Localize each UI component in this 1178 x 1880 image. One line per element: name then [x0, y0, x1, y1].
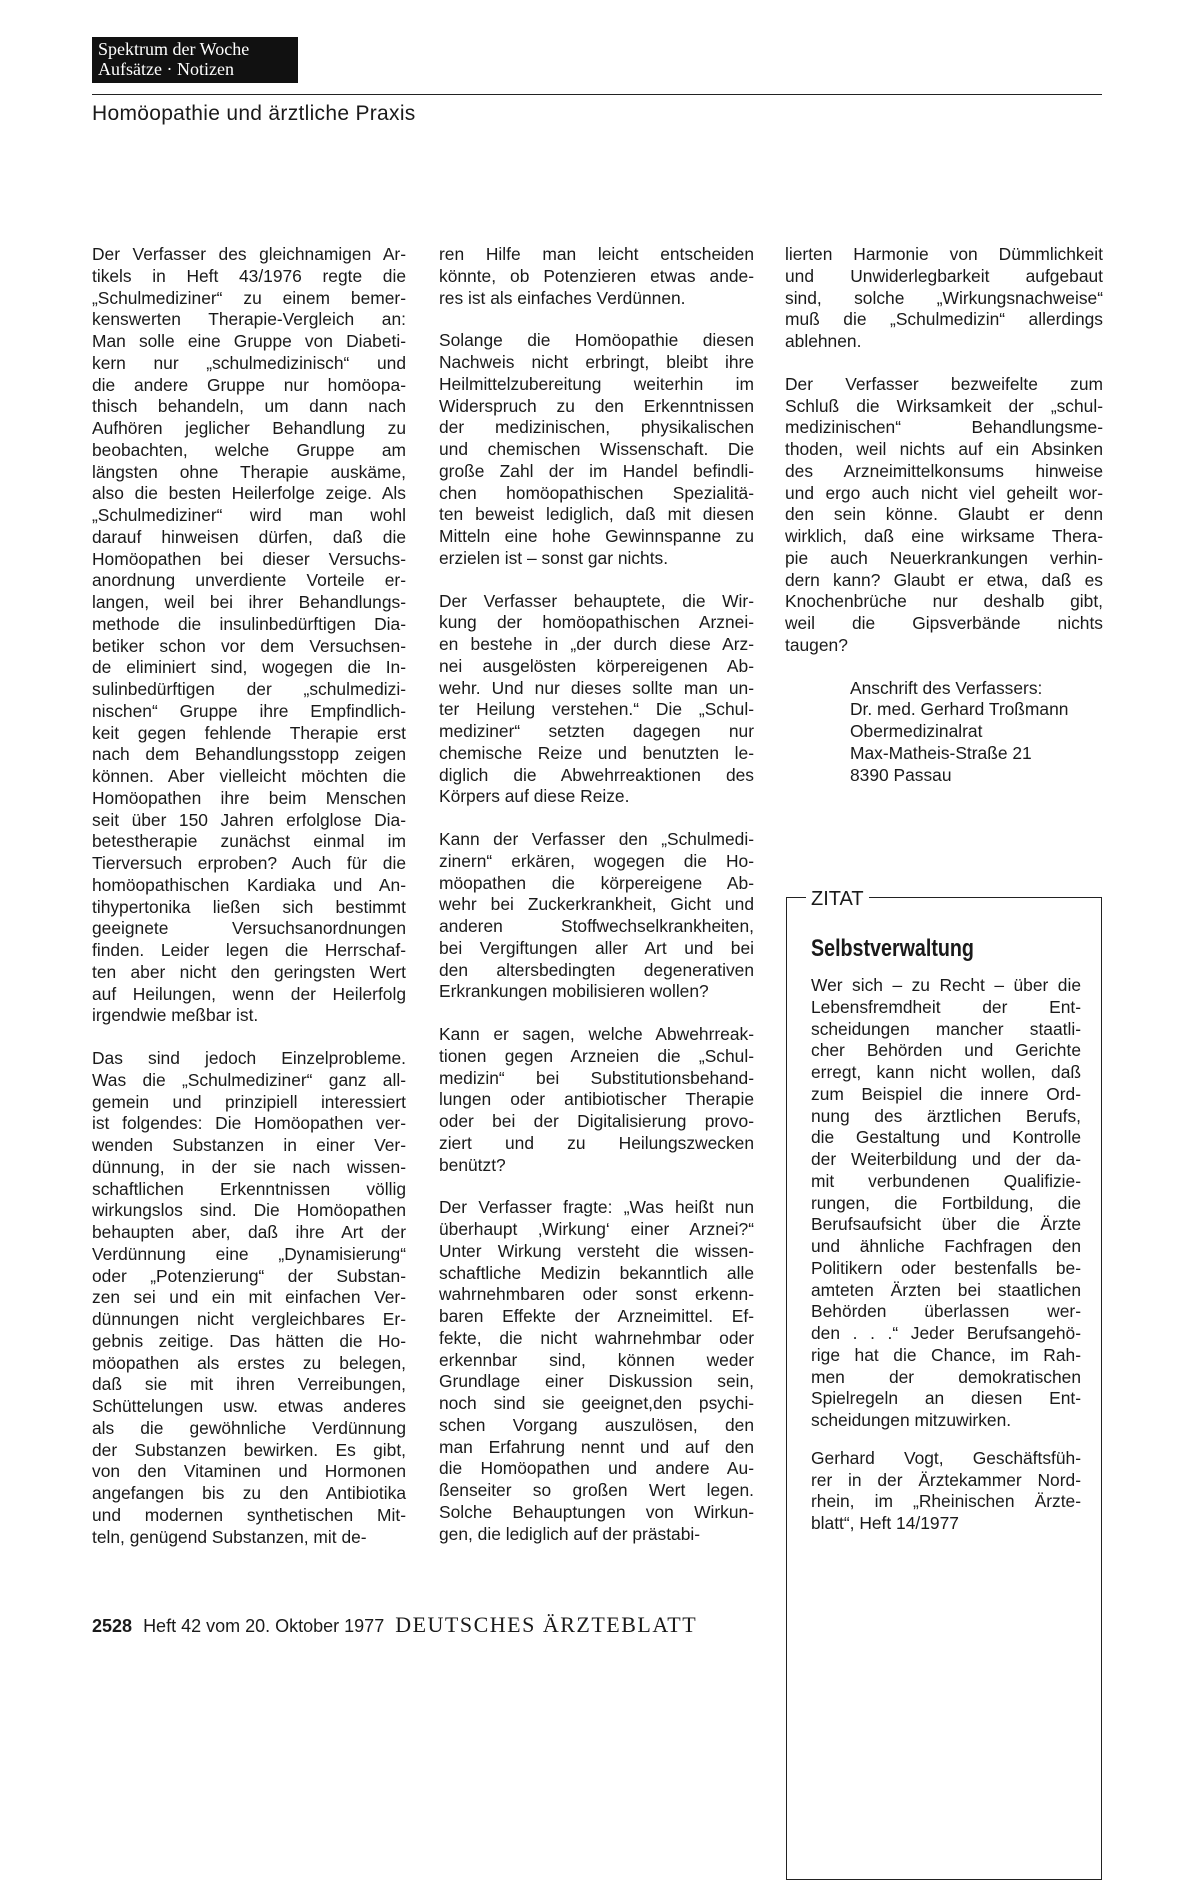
text-line: die Homöopathen und andere Au- — [439, 1458, 754, 1479]
quote-tag: ZITAT — [806, 888, 869, 910]
text-line: dünnungen nicht vergleichbares Er- — [92, 1309, 406, 1329]
text-line: homöopathischen Kardiaka und An- — [92, 874, 406, 895]
text-line: möopathen als erstes zu belegen, — [92, 1352, 406, 1373]
text-line: der Substanzen bewirken. Es gibt, — [92, 1439, 406, 1460]
text-line: nach dem Behandlungsstopp zeigen — [92, 744, 406, 765]
text-line: gebnis zeitige. Das hätten die Ho- — [92, 1330, 406, 1351]
text-line: teln, genügend Substanzen, mit de- — [92, 1526, 367, 1547]
text-line: überhaupt ‚Wirkung‘ einer Arznei?“ — [439, 1219, 754, 1239]
text-line: Der Verfasser behauptete, die Wir- — [439, 590, 754, 611]
text-line: nung des ärztlichen Berufs, — [811, 1105, 1081, 1126]
text-line: darauf hinweisen dürfen, daß die — [92, 526, 406, 547]
issue-info: Heft 42 vom 20. Oktober 1977 — [143, 1616, 385, 1636]
text-line: res ist als einfaches Verdünnen. — [439, 287, 686, 308]
text-line: die andere Gruppe nur homöopa- — [92, 374, 406, 395]
article-paragraph — [811, 975, 1081, 1432]
text-line: Grundlage einer Diskussion sein, — [439, 1371, 754, 1392]
text-line: pie auch Neuerkrankungen verhin- — [785, 547, 1103, 568]
text-line: seit über 150 Jahren erfolglose Dia- — [92, 809, 406, 830]
text-line: als die gewöhnliche Verdünnung — [92, 1417, 406, 1438]
text-line: thisch behandeln, um dann nach — [92, 396, 406, 417]
text-line: finden. Leider legen die Herrschaf- — [92, 940, 406, 960]
text-line: des Arzneimittelkonsums hinweise — [785, 460, 1103, 481]
text-line: und ergo auch nicht viel geheilt wor- — [785, 482, 1103, 503]
text-line: cher Behörden und Gerichte — [811, 1040, 1081, 1061]
text-line: ablehnen. — [785, 331, 862, 351]
article-paragraph — [439, 829, 754, 1003]
text-line: schaftliche Medizin bekanntlich alle — [439, 1262, 754, 1283]
text-line: men der demokratischen — [811, 1366, 1081, 1387]
text-line: Schluß die Wirksamkeit der „schul- — [785, 395, 1103, 416]
text-line: wahrnehmbaren oder sonst erkenn- — [439, 1284, 754, 1305]
page-footer — [92, 1612, 697, 1638]
text-line: rungen, die Fortbildung, die — [811, 1192, 1081, 1213]
text-line: den sein könne. Glaubt er denn — [785, 504, 1103, 525]
text-line: rer in der Ärztekammer Nord- — [811, 1469, 1081, 1490]
text-line: man Erfahrung nennt und auf den — [439, 1436, 754, 1457]
text-line: der medizinischen, physikalischen — [439, 417, 754, 438]
text-line: anderen Stoffwechselkrankheiten, — [439, 916, 754, 936]
text-line: und Unwiderlegbarkeit aufgebaut — [785, 265, 1103, 286]
author-address — [850, 678, 1103, 787]
text-line: den altersbedingten degenerativen — [439, 959, 754, 980]
text-line: wirklich, daß eine wirksame Thera- — [785, 526, 1103, 546]
address-line: Dr. med. Gerhard Troßmann — [850, 699, 1069, 720]
text-line: scheidungen mitzuwirken. — [811, 1410, 1012, 1430]
text-line: Homöopathen bei dieser Versuchs- — [92, 548, 406, 569]
text-line: scheidungen mancher staatli- — [811, 1018, 1081, 1039]
text-line: und modernen synthetischen Mit- — [92, 1504, 406, 1525]
text-line: de eliminiert sind, wogegen die In- — [92, 657, 406, 678]
text-line: diglich die Abwehrreaktionen des — [439, 764, 754, 785]
text-line: anordnung unverdiente Vorteile er- — [92, 570, 406, 591]
text-line: Aufhören jeglicher Behandlung zu — [92, 418, 406, 438]
article-column-3 — [785, 244, 1103, 786]
text-line: ten beweist lediglich, daß mit diesen — [439, 504, 754, 525]
text-line: bei Vergiftungen aller Art und bei — [439, 937, 754, 958]
article-paragraph — [785, 244, 1103, 353]
text-line: methode die insulinbedürftigen Dia- — [92, 613, 406, 634]
quote-heading: Selbstverwaltung — [811, 935, 974, 962]
text-line: behaupten aber, daß ihre Art der — [92, 1222, 406, 1242]
text-line: dünnung, in der sie nach wissen- — [92, 1156, 406, 1177]
text-line: oder bei der Digitalisierung provo- — [439, 1111, 754, 1131]
text-line: gen, die lediglich auf der prästabi- — [439, 1523, 701, 1544]
text-line: ren Hilfe man leicht entscheiden — [439, 244, 754, 264]
quote-body — [811, 975, 1081, 1551]
article-paragraph — [785, 374, 1103, 657]
text-line: sulinbedürftigen der „schulmedizi- — [92, 679, 406, 699]
header-rule — [92, 94, 1102, 95]
text-line: Mitteln eine hohe Gewinnspanne zu — [439, 526, 754, 546]
text-line: beobachten, welche Gruppe am — [92, 439, 406, 460]
text-line: chen homöopathischen Spezialitä- — [439, 482, 754, 503]
text-line: Politikern oder bestenfalls be- — [811, 1257, 1081, 1278]
text-line: betiker schon vor dem Versuchsen- — [92, 635, 406, 656]
text-line: Lebensfremdheit der Ent- — [811, 996, 1081, 1017]
article-paragraph — [92, 244, 406, 1027]
text-line: blatt“, Heft 14/1977 — [811, 1513, 959, 1533]
rubric-line-1: Spektrum der Woche — [98, 39, 250, 59]
text-line: Unter Wirkung versteht die wissen- — [439, 1240, 754, 1261]
article-paragraph — [811, 1448, 1081, 1535]
text-line: Solche Behauptungen von Wirkun- — [439, 1501, 754, 1522]
text-line: en bestehe in „der durch diese Arz- — [439, 634, 754, 654]
text-line: tionen gegen Arzneien die „Schul- — [439, 1045, 754, 1066]
text-line: irgendwie meßbar ist. — [92, 1005, 259, 1026]
text-line: wehr bei Zuckerkrankheit, Gicht und — [439, 894, 754, 915]
rubric-line-2: Aufsätze · Notizen — [98, 59, 234, 79]
text-line: baren Effekte der Arzneimittel. Ef- — [439, 1306, 754, 1326]
text-line: schen Vorgang auszulösen, den — [439, 1414, 754, 1435]
text-line: Nachweis nicht erbringt, bleibt ihre — [439, 352, 754, 372]
text-line: oder „Potenzierung“ der Substan- — [92, 1265, 406, 1286]
text-line: der Weiterbildung und der da- — [811, 1149, 1081, 1169]
text-line: Der Verfasser des gleichnamigen Ar- — [92, 244, 406, 264]
text-line: große Zahl der im Handel befindli- — [439, 460, 754, 481]
text-line: Schüttelungen usw. etwas anderes — [92, 1396, 406, 1416]
text-line: lierten Harmonie von Dümmlichkeit — [785, 244, 1103, 264]
text-line: kenswerten Therapie-Vergleich an: — [92, 309, 406, 330]
text-line: angefangen bis zu den Antibiotika — [92, 1483, 406, 1503]
text-line: tikels in Heft 43/1976 regte die — [92, 265, 406, 286]
text-line: Gerhard Vogt, Geschäftsfüh- — [811, 1447, 1081, 1468]
text-line: chemische Reize und benutzten le- — [439, 742, 754, 763]
text-line: medizinischen“ Behandlungsme- — [785, 417, 1103, 438]
article-paragraph — [439, 591, 754, 809]
text-line: nei ausgelösten körpereigenen Ab- — [439, 655, 754, 676]
text-line: ziert und zu Heilungszwecken — [439, 1132, 754, 1153]
text-line: kung der homöopathischen Arznei- — [439, 612, 754, 633]
text-line: Widerspruch zu den Erkenntnissen — [439, 395, 754, 416]
text-line: sind, solche „Wirkungsnachweise“ — [785, 287, 1103, 308]
text-line: erregt, kann nicht wollen, daß — [811, 1062, 1081, 1082]
text-line: Knochenbrüche nur deshalb gibt, — [785, 591, 1103, 612]
journal-name: DEUTSCHES ÄRZTEBLATT — [395, 1612, 698, 1637]
text-line: noch sind sie geeignet,den psychi- — [439, 1393, 754, 1413]
text-line: geeignete Versuchsanordnungen — [92, 918, 406, 939]
address-line: Max-Matheis-Straße 21 — [850, 742, 1032, 763]
text-line: Behörden überlassen wer- — [811, 1301, 1081, 1322]
text-line: tihypertonika ließen sich bestimmt — [92, 896, 406, 917]
text-line: gemein und prinzipiell interessiert — [92, 1091, 406, 1112]
text-line: Körpers auf diese Reize. — [439, 786, 630, 807]
text-line: betestherapie zunächst einmal im — [92, 831, 406, 852]
text-line: und chemischen Wissenschaft. Die — [439, 439, 754, 459]
text-line: nischen“ Gruppe ihre Empfindlich- — [92, 700, 406, 721]
address-line: Anschrift des Verfassers: — [850, 677, 1043, 698]
text-line: lungen oder antibiotischer Therapie — [439, 1089, 754, 1110]
text-line: längsten ohne Therapie auskäme, — [92, 461, 406, 482]
address-line: 8390 Passau — [850, 764, 952, 785]
text-line: kern nur „schulmedizinisch“ und — [92, 352, 406, 373]
article-paragraph — [439, 1197, 754, 1545]
text-line: langen, weil bei ihrer Behandlungs- — [92, 592, 406, 612]
text-line: mit verbundenen Qualifizie- — [811, 1170, 1081, 1191]
page-title: Homöopathie und ärztliche Praxis — [92, 102, 416, 125]
text-line: könnte, ob Potenzieren etwas ande- — [439, 265, 754, 286]
text-line: Wer sich – zu Recht – über die — [811, 975, 1081, 995]
text-line: Der Verfasser bezweifelte zum — [785, 373, 1103, 394]
text-line: erkennbar sind, können weder — [439, 1349, 754, 1370]
text-line: also die besten Heilerfolge zeige. Als — [92, 483, 406, 504]
text-line: auf Heilungen, wenn der Heilerfolg — [92, 983, 406, 1004]
text-line: „Schulmediziner“ zu einem bemer- — [92, 287, 406, 308]
text-line: keit gegen fehlende Therapie erst — [92, 722, 406, 743]
text-line: rige hat die Chance, im Rah- — [811, 1344, 1081, 1365]
text-line: zum Beispiel die innere Ord- — [811, 1083, 1081, 1104]
text-line: zinern“ erkären, wogegen die Ho- — [439, 850, 754, 871]
text-line: und ähnliche Fachfragen den — [811, 1236, 1081, 1256]
text-line: zen sei und ein mit einfachen Ver- — [92, 1287, 406, 1308]
text-line: dern kann? Glaubt er etwa, daß es — [785, 569, 1103, 590]
text-line: können. Aber vielleicht möchten die — [92, 766, 406, 786]
text-line: thoden, weil nichts auf ein Absinken — [785, 439, 1103, 459]
text-line: schaftlichen Erkenntnissen völlig — [92, 1178, 406, 1199]
text-line: Kann der Verfasser den „Schulmedi- — [439, 829, 754, 849]
article-paragraph — [439, 1024, 754, 1176]
text-line: wenden Substanzen in einer Ver- — [92, 1135, 406, 1155]
text-line: Der Verfasser fragte: „Was heißt nun — [439, 1197, 754, 1218]
text-line: wehr. Und nur dieses sollte man un- — [439, 677, 754, 698]
text-line: den . . .“ Jeder Berufsangehö- — [811, 1323, 1081, 1343]
text-line: Verdünnung eine „Dynamisierung“ — [92, 1243, 406, 1264]
text-line: wirkungslos sind. Die Homöopathen — [92, 1200, 406, 1221]
text-line: „Schulmediziner“ wird man wohl — [92, 505, 406, 525]
text-line: Das sind jedoch Einzelprobleme. — [92, 1048, 406, 1068]
text-line: mediziner“ setzten dagegen nur — [439, 721, 754, 741]
text-line: ist folgendes: Die Homöopathen ver- — [92, 1113, 406, 1134]
text-line: Tierversuch erproben? Auch für die — [92, 853, 406, 873]
text-line: benützt? — [439, 1154, 506, 1175]
section-rubric — [92, 37, 298, 83]
article-column-2 — [439, 244, 754, 1566]
text-line: amteten Ärzten bei staatlichen — [811, 1279, 1081, 1300]
text-line: Was die „Schulmediziner“ ganz all- — [92, 1069, 406, 1090]
text-line: Heilmittelzubereitung weiterhin im — [439, 373, 754, 394]
text-line: Erkrankungen mobilisieren wollen? — [439, 981, 709, 1002]
text-line: daß sie mit ihren Verreibungen, — [92, 1374, 406, 1395]
text-line: möopathen die körpereigene Ab- — [439, 872, 754, 893]
article-paragraph — [92, 1048, 406, 1548]
address-line: Obermedizinalrat — [850, 721, 983, 741]
article-paragraph — [439, 330, 754, 569]
article-paragraph — [439, 244, 754, 309]
text-line: Kann er sagen, welche Abwehrreak- — [439, 1024, 754, 1044]
text-line: ten aber nicht den geringsten Wert — [92, 961, 406, 982]
text-line: ter Heilung verstehen.“ Die „Schul- — [439, 699, 754, 720]
text-line: Spielregeln an diesen Ent- — [811, 1388, 1081, 1409]
text-line: weil die Gipsverbände nichts — [785, 613, 1103, 633]
text-line: medizin“ bei Substitutionsbehand- — [439, 1067, 754, 1088]
text-line: Man solle eine Gruppe von Diabeti- — [92, 331, 406, 351]
text-line: Homöopathen ihre beim Menschen — [92, 787, 406, 808]
column-3-paragraphs — [785, 244, 1103, 657]
text-line: taugen? — [785, 634, 848, 655]
text-line: muß die „Schulmedizin“ allerdings — [785, 309, 1103, 330]
text-line: fekte, die nicht wahrnehmbar oder — [439, 1327, 754, 1348]
page-number: 2528 — [92, 1616, 133, 1636]
article-column-1 — [92, 244, 406, 1569]
text-line: ßenseiter so großen Wert legen. — [439, 1480, 754, 1500]
text-line: Solange die Homöopathie diesen — [439, 330, 754, 351]
text-line: von den Vitaminen und Hormonen — [92, 1461, 406, 1482]
text-line: die Gestaltung und Kontrolle — [811, 1127, 1081, 1148]
text-line: Berufsaufsicht über die Ärzte — [811, 1214, 1081, 1235]
text-line: rhein, im „Rheinischen Ärzte- — [811, 1491, 1081, 1512]
text-line: erzielen ist – sonst gar nichts. — [439, 547, 669, 568]
